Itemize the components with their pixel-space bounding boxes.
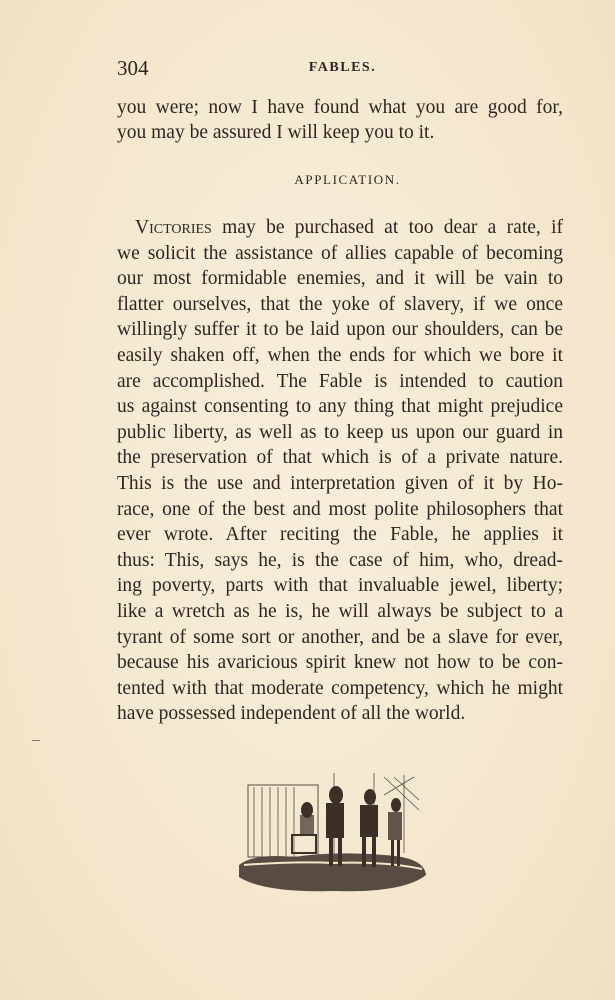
text-line: are accomplished. The Fable is intended to caution: [117, 370, 563, 392]
text-line: you may be assured I will keep you to it.: [117, 122, 435, 143]
text-fragment: may be purchased at too dear a rate, if: [211, 217, 563, 238]
running-head: FABLES.: [308, 60, 377, 75]
text-line: thus: This, says he, is the case of him, who, dread-: [117, 549, 563, 571]
text-line: ever wrote. After reciting the Fable, he applies it: [117, 524, 563, 546]
text-line: race, one of the best and most polite philosophers that: [117, 498, 563, 520]
text-line: easily shaken off, when the ends for which we bore it: [117, 345, 563, 366]
page-number: 304: [117, 56, 149, 80]
text-line: This is the use and interpretation given of it by Ho-: [117, 473, 563, 494]
text-line: public liberty, as well as to keep us upon our guard in: [117, 421, 563, 443]
text-line: flatter ourselves, that the yoke of slavery, if we once: [117, 293, 563, 315]
woodcut-illustration: [234, 765, 430, 895]
first-word: Victories: [135, 217, 212, 238]
text-line: you were; now I have found what you are good for,: [117, 97, 563, 118]
text-line: tented with that moderate competency, which he might: [117, 677, 563, 699]
text-line: the preservation of that which is of a private nature.: [117, 447, 563, 469]
text-line: like a wretch as he is, he will always be subject to a: [117, 601, 563, 622]
text-line: we solicit the assistance of allies capable of becoming: [117, 242, 563, 264]
text-line: because his avaricious spirit knew not how to be con-: [117, 652, 563, 674]
section-title: APPLICATION.: [294, 172, 401, 187]
text-line: our most formidable enemies, and it will be vain to: [117, 268, 563, 290]
text-line: tyrant of some sort or another, and be a slave for ever,: [117, 626, 563, 648]
text-line: have possessed independent of all the world.: [117, 703, 466, 725]
margin-mark: [32, 740, 40, 741]
text-line: willingly suffer it to be laid upon our shoulders, can be: [117, 319, 563, 341]
text-line: ing poverty, parts with that invaluable jewel, liberty;: [117, 575, 563, 597]
text-line: [135, 216, 563, 240]
text-line: us against consenting to any thing that might prejudice: [117, 396, 563, 418]
